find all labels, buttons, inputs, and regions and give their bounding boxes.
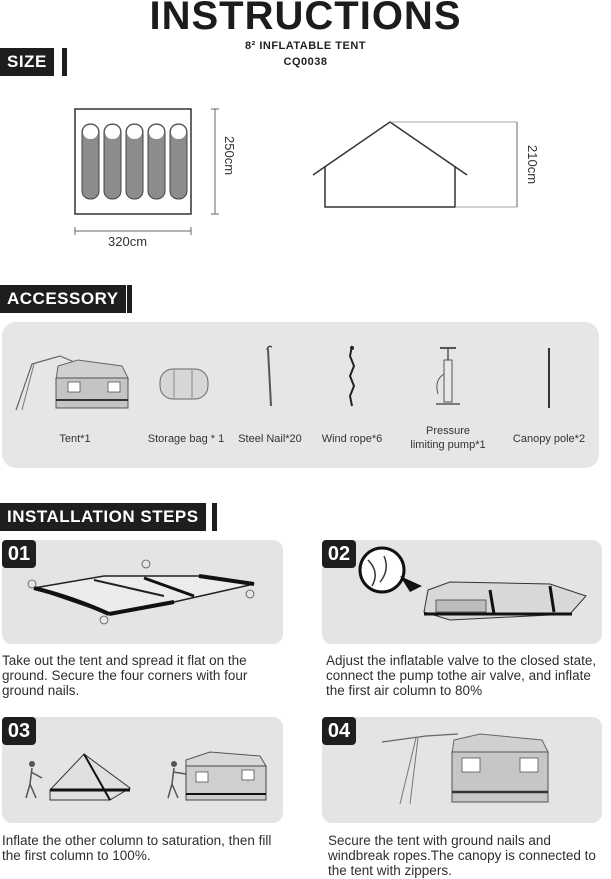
side-elevation-diagram xyxy=(305,110,545,220)
step-01-number: 01 xyxy=(2,540,36,568)
accessory-label-wind-rope: Wind rope*6 xyxy=(321,433,383,445)
step-01-illustration xyxy=(14,556,276,634)
accessory-label-tent: Tent*1 xyxy=(59,433,91,445)
accessory-label-canopy-pole: Canopy pole*2 xyxy=(512,433,586,445)
step-03-text: Inflate the other column to saturation, then fill the first column to 100%. xyxy=(2,833,272,863)
wind-rope-icon xyxy=(342,344,362,410)
accessory-label-steel-nail: Steel Nail*20 xyxy=(238,433,302,445)
step-02-illustration xyxy=(350,542,598,638)
step-03-illustration xyxy=(20,744,278,804)
canopy-pole-icon xyxy=(543,346,555,410)
accessory-section-label: ACCESSORY xyxy=(0,285,126,313)
tent-icon xyxy=(12,352,132,414)
air-columns xyxy=(82,124,187,199)
installation-section-label: INSTALLATION STEPS xyxy=(0,503,206,531)
step-02-number: 02 xyxy=(322,540,356,568)
step-01-text: Take out the tent and spread it flat on the ground. Secure the four corners with four ground nails. xyxy=(2,653,248,698)
size-section-label: SIZE xyxy=(0,48,54,76)
step-02-text: Adjust the inflatable valve to the closed state, connect the pump tothe air valve, and inflate the first air column to 80% xyxy=(326,653,597,698)
step-04-number: 04 xyxy=(322,717,356,745)
steel-nail-icon xyxy=(262,344,278,410)
accessory-label-pump: Pressure limiting pump*1 xyxy=(410,425,486,451)
page-title: INSTRUCTIONS xyxy=(149,0,462,38)
step-04-text: Secure the tent with ground nails and windbreak ropes.The canopy is connected to the tent with zippers. xyxy=(328,833,596,878)
pump-icon xyxy=(428,344,468,410)
step-03-number: 03 xyxy=(2,717,36,745)
installation-section-bar xyxy=(212,503,217,531)
step-04-illustration xyxy=(376,728,556,810)
wall-outline xyxy=(325,166,455,207)
model-name: 8² INFLATABLE TENT xyxy=(244,40,367,52)
floor-depth-label: 250cm xyxy=(222,136,237,176)
accessory-section-bar xyxy=(127,285,132,313)
storage-bag-icon xyxy=(158,366,210,402)
roof-outline xyxy=(313,122,467,175)
floor-width-label: 320cm xyxy=(108,234,148,249)
accessory-label-storage-bag: Storage bag * 1 xyxy=(147,433,225,445)
size-section-bar xyxy=(62,48,67,76)
model-code: CQ0038 xyxy=(283,56,328,68)
height-label: 210cm xyxy=(525,145,540,185)
